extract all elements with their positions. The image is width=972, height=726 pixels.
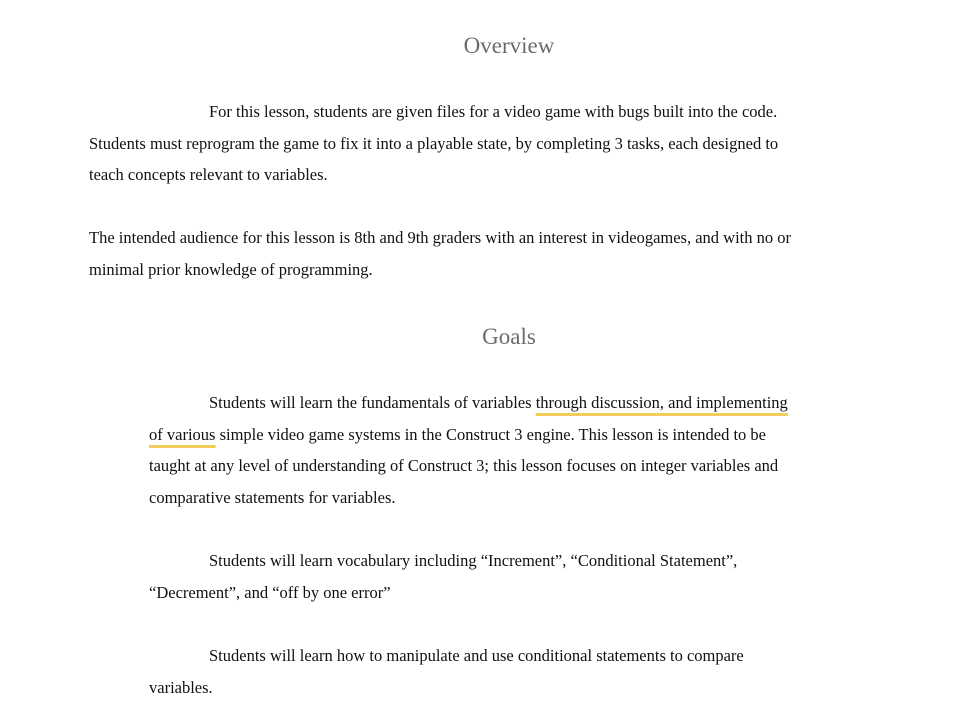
text-line — [149, 387, 788, 419]
text-line: “Decrement”, and “off by one error” — [149, 582, 391, 602]
overview-paragraph-1 — [89, 96, 778, 191]
text-line: The intended audience for this lesson is 8th and 9th graders with an interest in videogames, and with no or — [89, 228, 791, 247]
overview-heading: Overview — [463, 33, 555, 58]
text-line: minimal prior knowledge of programming. — [89, 259, 373, 279]
text-line: Students will learn vocabulary including “Increment”, “Conditional Statement”, — [209, 551, 738, 570]
text-segment: Students will learn the fundamentals of variables — [209, 393, 536, 412]
goals-paragraph-1 — [149, 387, 788, 513]
text-line: For this lesson, students are given files for a video game with bugs built into the code. — [209, 102, 778, 121]
goals-heading: Goals — [482, 324, 536, 349]
text-line: comparative statements for variables. — [149, 487, 396, 507]
text-line — [149, 419, 788, 451]
text-line: Students must reprogram the game to fix it into a playable state, by completing 3 tasks, each designed to — [89, 133, 779, 153]
text-line: Students will learn how to manipulate and use conditional statements to compare — [209, 646, 744, 665]
goals-paragraph-3 — [149, 640, 744, 703]
comment-highlight[interactable]: of various — [149, 424, 216, 444]
text-line: variables. — [149, 677, 213, 697]
goals-paragraph-2 — [149, 545, 737, 608]
text-segment: simple video game systems in the Construct 3 engine. This lesson is intended to be — [215, 424, 766, 444]
text-line: taught at any level of understanding of Construct 3; this lesson focuses on integer variables and — [149, 456, 779, 475]
comment-highlight[interactable]: through discussion, and implementing — [535, 393, 788, 412]
text-line: teach concepts relevant to variables. — [89, 165, 328, 184]
overview-paragraph-2 — [89, 222, 791, 285]
